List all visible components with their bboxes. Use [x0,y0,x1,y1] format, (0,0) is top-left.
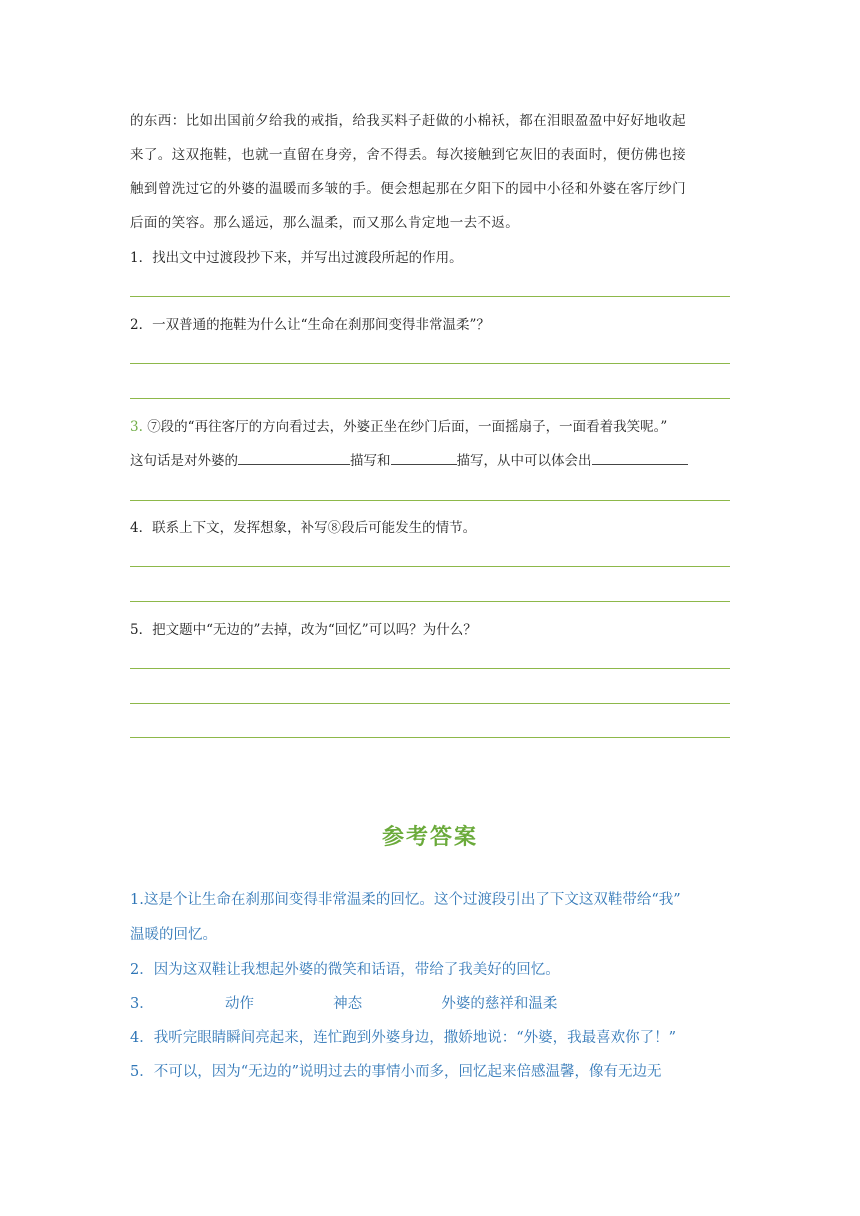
fill-in-blank[interactable] [238,450,350,465]
answers-title: 参考答案 [381,825,478,850]
answer-line[interactable] [130,703,730,704]
question-3-text: ⑦段的“再往客厅的方向看过去，外婆正坐在纱门后面，一面摇扇子，一面看着我笑呢。” [147,419,668,435]
question-2: 2．一双普通的拖鞋为什么让“生命在刹那间变得非常温柔”？ [130,317,490,333]
passage-line: 后面的笑容。那么遥远，那么温柔，而又那么肯定地一去不返。 [130,215,520,231]
answer-4: 4．我听完眼睛瞬间亮起来，连忙跑到外婆身边，撒娇地说：“外婆，我最喜欢你了！” [130,1030,677,1046]
answer-3 [130,987,730,1021]
reading-passage [130,104,730,240]
fill-in-text: 描写和 [350,453,391,469]
question-4: 4．联系上下文，发挥想象，补写⑧段后可能发生的情节。 [130,520,477,536]
fill-in-blank[interactable] [592,450,688,465]
answer-3-value-2: 神态 [333,996,363,1012]
answer-line[interactable] [130,398,730,399]
question-1: 1．找出文中过渡段抄下来，并写出过渡段所起的作用。 [130,250,463,266]
question-3 [130,410,730,444]
answer-1-line-1: 1.这是个让生命在刹那间变得非常温柔的回忆。这个过渡段引出了下文这双鞋带给“我” [130,892,681,908]
answer-line[interactable] [130,737,730,738]
passage-line: 触到曾洗过它的外婆的温暖而多皱的手。便会想起那在夕阳下的园中小径和外婆在客厅纱门 [130,181,686,197]
answer-1-line-2: 温暖的回忆。 [130,927,217,943]
answer-3-value-3: 外婆的慈祥和温柔 [441,996,558,1012]
fill-in-text: 描写，从中可以体会出 [456,453,592,469]
fill-in-blank[interactable] [391,450,457,465]
fill-in-text: 这句话是对外婆的 [130,453,238,469]
passage-line: 来了。这双拖鞋，也就一直留在身旁，舍不得丢。每次接触到它灰旧的表面时，便仿佛也接 [130,147,686,163]
answer-line[interactable] [130,296,730,297]
answer-3-number: 3． [130,996,154,1012]
question-3-fill-in [130,444,730,478]
answer-3-value-1: 动作 [224,996,254,1012]
answer-line[interactable] [130,601,730,602]
answer-2: 2．因为这双鞋让我想起外婆的微笑和话语，带给了我美好的回忆。 [130,962,560,978]
answer-line[interactable] [130,363,730,364]
question-5: 5．把文题中“无边的”去掉，改为“回忆”可以吗？为什么？ [130,622,477,638]
question-3-number: 3. [130,419,143,435]
passage-line: 的东西：比如出国前夕给我的戒指，给我买料子赶做的小棉袄，都在泪眼盈盈中好好地收起 [130,113,686,129]
answer-line[interactable] [130,500,730,501]
answer-line[interactable] [130,668,730,669]
answer-5: 5．不可以，因为“无边的”说明过去的事情小而多，回忆起来倍感温馨，像有无边无 [130,1064,662,1080]
answer-line[interactable] [130,566,730,567]
